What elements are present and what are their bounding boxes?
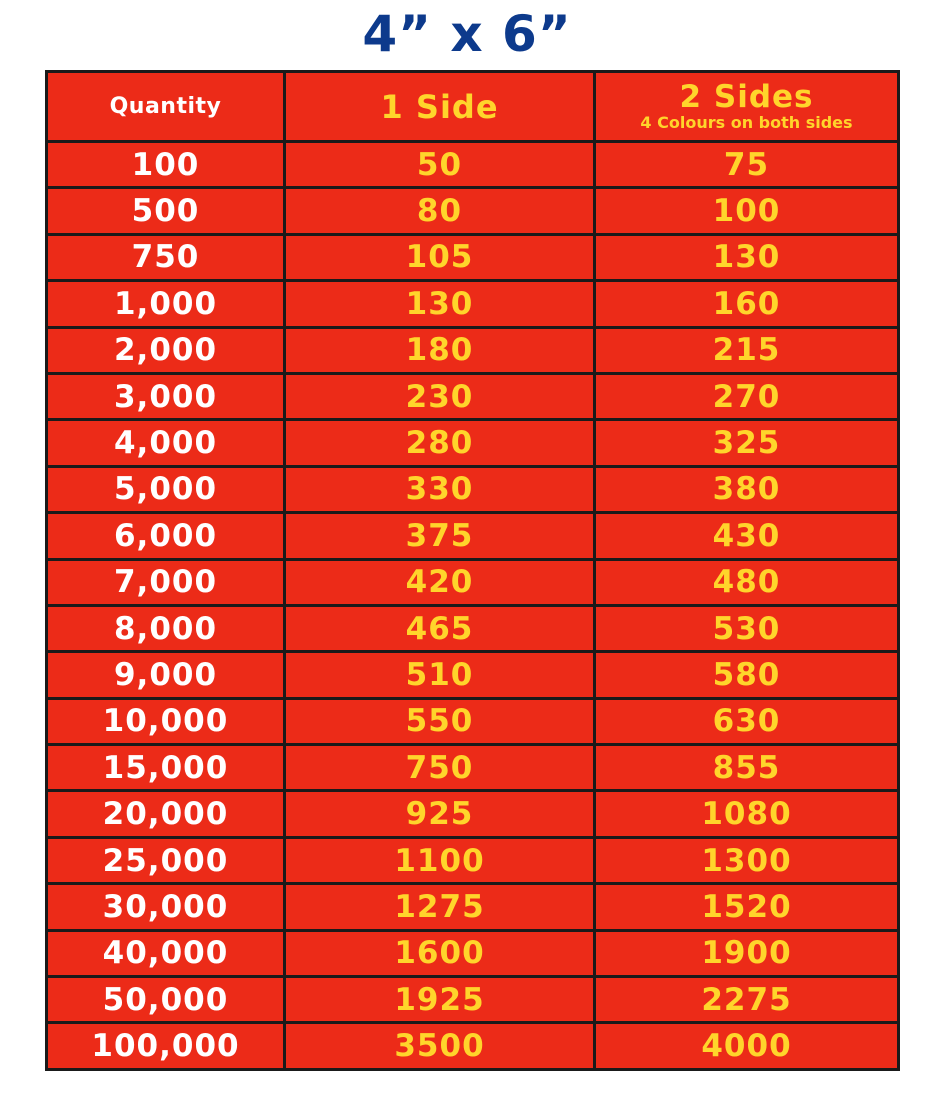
two-sides-price-cell: 630 xyxy=(595,698,899,744)
quantity-cell: 2,000 xyxy=(47,327,285,373)
header-quantity: Quantity xyxy=(47,72,285,142)
one-side-price-cell: 105 xyxy=(285,234,595,280)
one-side-price-cell: 180 xyxy=(285,327,595,373)
two-sides-price-cell: 100 xyxy=(595,188,899,234)
quantity-cell: 30,000 xyxy=(47,884,285,930)
table-row xyxy=(47,327,899,373)
one-side-price-cell: 330 xyxy=(285,466,595,512)
one-side-price-cell: 550 xyxy=(285,698,595,744)
price-rows xyxy=(47,142,899,1070)
two-sides-price-cell: 160 xyxy=(595,281,899,327)
quantity-cell: 3,000 xyxy=(47,373,285,419)
table-row xyxy=(47,513,899,559)
table-row xyxy=(47,791,899,837)
two-sides-price-cell: 380 xyxy=(595,466,899,512)
two-sides-price-cell: 325 xyxy=(595,420,899,466)
two-sides-price-cell: 855 xyxy=(595,745,899,791)
one-side-price-cell: 130 xyxy=(285,281,595,327)
quantity-cell: 100,000 xyxy=(47,1023,285,1069)
two-sides-price-cell: 75 xyxy=(595,142,899,188)
quantity-cell: 750 xyxy=(47,234,285,280)
two-sides-price-cell: 1520 xyxy=(595,884,899,930)
header-one-side: 1 Side xyxy=(285,72,595,142)
table-row xyxy=(47,884,899,930)
one-side-price-cell: 465 xyxy=(285,605,595,651)
table-row xyxy=(47,652,899,698)
quantity-cell: 20,000 xyxy=(47,791,285,837)
table-row xyxy=(47,930,899,976)
quantity-cell: 7,000 xyxy=(47,559,285,605)
one-side-price-cell: 1925 xyxy=(285,977,595,1023)
quantity-cell: 6,000 xyxy=(47,513,285,559)
one-side-price-cell: 925 xyxy=(285,791,595,837)
one-side-price-cell: 1275 xyxy=(285,884,595,930)
two-sides-price-cell: 2275 xyxy=(595,977,899,1023)
quantity-cell: 50,000 xyxy=(47,977,285,1023)
header-two-sides-note: 4 Colours on both sides xyxy=(640,112,853,132)
two-sides-price-cell: 1900 xyxy=(595,930,899,976)
table-row xyxy=(47,188,899,234)
one-side-price-cell: 80 xyxy=(285,188,595,234)
one-side-price-cell: 1600 xyxy=(285,930,595,976)
table-row xyxy=(47,281,899,327)
quantity-cell: 10,000 xyxy=(47,698,285,744)
table-row xyxy=(47,977,899,1023)
quantity-cell: 500 xyxy=(47,188,285,234)
quantity-cell: 25,000 xyxy=(47,837,285,883)
quantity-cell: 1,000 xyxy=(47,281,285,327)
header-two-sides xyxy=(595,72,899,142)
table-row xyxy=(47,605,899,651)
table-row xyxy=(47,234,899,280)
two-sides-price-cell: 430 xyxy=(595,513,899,559)
table-row xyxy=(47,698,899,744)
quantity-cell: 9,000 xyxy=(47,652,285,698)
one-side-price-cell: 375 xyxy=(285,513,595,559)
two-sides-price-cell: 130 xyxy=(595,234,899,280)
quantity-cell: 8,000 xyxy=(47,605,285,651)
quantity-cell: 100 xyxy=(47,142,285,188)
table-row xyxy=(47,420,899,466)
quantity-cell: 15,000 xyxy=(47,745,285,791)
table-row xyxy=(47,142,899,188)
quantity-cell: 40,000 xyxy=(47,930,285,976)
page-title: 4” x 6” xyxy=(362,5,572,63)
two-sides-price-cell: 4000 xyxy=(595,1023,899,1069)
table-row xyxy=(47,466,899,512)
quantity-cell: 5,000 xyxy=(47,466,285,512)
quantity-cell: 4,000 xyxy=(47,420,285,466)
one-side-price-cell: 280 xyxy=(285,420,595,466)
one-side-price-cell: 750 xyxy=(285,745,595,791)
table-row xyxy=(47,1023,899,1069)
header-row xyxy=(47,72,899,142)
table-row xyxy=(47,745,899,791)
two-sides-price-cell: 270 xyxy=(595,373,899,419)
two-sides-price-cell: 580 xyxy=(595,652,899,698)
two-sides-price-cell: 215 xyxy=(595,327,899,373)
header-two-sides-label: 2 Sides xyxy=(679,78,814,115)
one-side-price-cell: 1100 xyxy=(285,837,595,883)
two-sides-price-cell: 530 xyxy=(595,605,899,651)
table-row xyxy=(47,373,899,419)
table-row xyxy=(47,559,899,605)
two-sides-price-cell: 1080 xyxy=(595,791,899,837)
one-side-price-cell: 510 xyxy=(285,652,595,698)
two-sides-price-cell: 480 xyxy=(595,559,899,605)
price-table xyxy=(45,70,900,1071)
one-side-price-cell: 50 xyxy=(285,142,595,188)
one-side-price-cell: 3500 xyxy=(285,1023,595,1069)
one-side-price-cell: 230 xyxy=(285,373,595,419)
one-side-price-cell: 420 xyxy=(285,559,595,605)
table-row xyxy=(47,837,899,883)
two-sides-price-cell: 1300 xyxy=(595,837,899,883)
